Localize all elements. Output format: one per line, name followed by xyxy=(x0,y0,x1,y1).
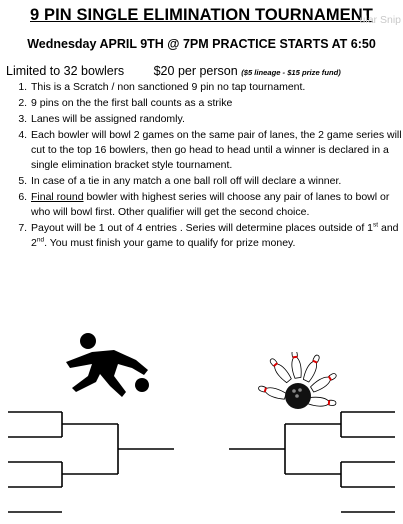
rule-item: 2. 9 pins on the the first ball counts as a strike xyxy=(30,96,403,111)
snip-overlay-text: ular Snip xyxy=(359,14,401,26)
left-bracket xyxy=(8,412,174,512)
rule-item: 5. In case of a tie in any match a one ball roll off will declare a winner. xyxy=(30,174,403,189)
rule-text: Payout will be 1 out of 4 entries . Series will determine places outside of 1 xyxy=(31,222,374,234)
page-title: 9 PIN SINGLE ELIMINATION TOURNAMENT xyxy=(30,6,373,24)
date-line: Wednesday APRIL 9TH @ 7PM PRACTICE STARTS AT 6:50 xyxy=(27,37,376,51)
rule-text: and 2 xyxy=(31,222,399,249)
bowler-limit: Limited to 32 bowlers xyxy=(6,64,125,78)
rule-item: 1. This is a Scratch / non sanctioned 9 pin no tap tournament. xyxy=(30,80,403,95)
final-round-label: Final round xyxy=(31,191,84,203)
ordinal-suffix: st xyxy=(373,221,379,229)
rule-text: bowler with highest series will choose any pair of lanes to bowl or who will bowl first. Other qualifier will get the second choice. xyxy=(31,191,390,218)
rule-text: . You must finish your game to qualify for prize money. xyxy=(44,237,296,249)
entry-price: $20 per person xyxy=(153,64,238,78)
rule-item: 3. Lanes will be assigned randomly. xyxy=(30,112,403,127)
ordinal-suffix: nd xyxy=(36,236,45,244)
fund-note: ($5 lineage - $15 prize fund) xyxy=(241,68,341,77)
right-bracket xyxy=(229,412,395,512)
rule-item: 4. Each bowler will bowl 2 games on the same pair of lanes, the 2 game series will cut to the top 16 bowlers, then go head to head until a winner is declared in a single elimination bracket style tournament. xyxy=(30,128,403,173)
